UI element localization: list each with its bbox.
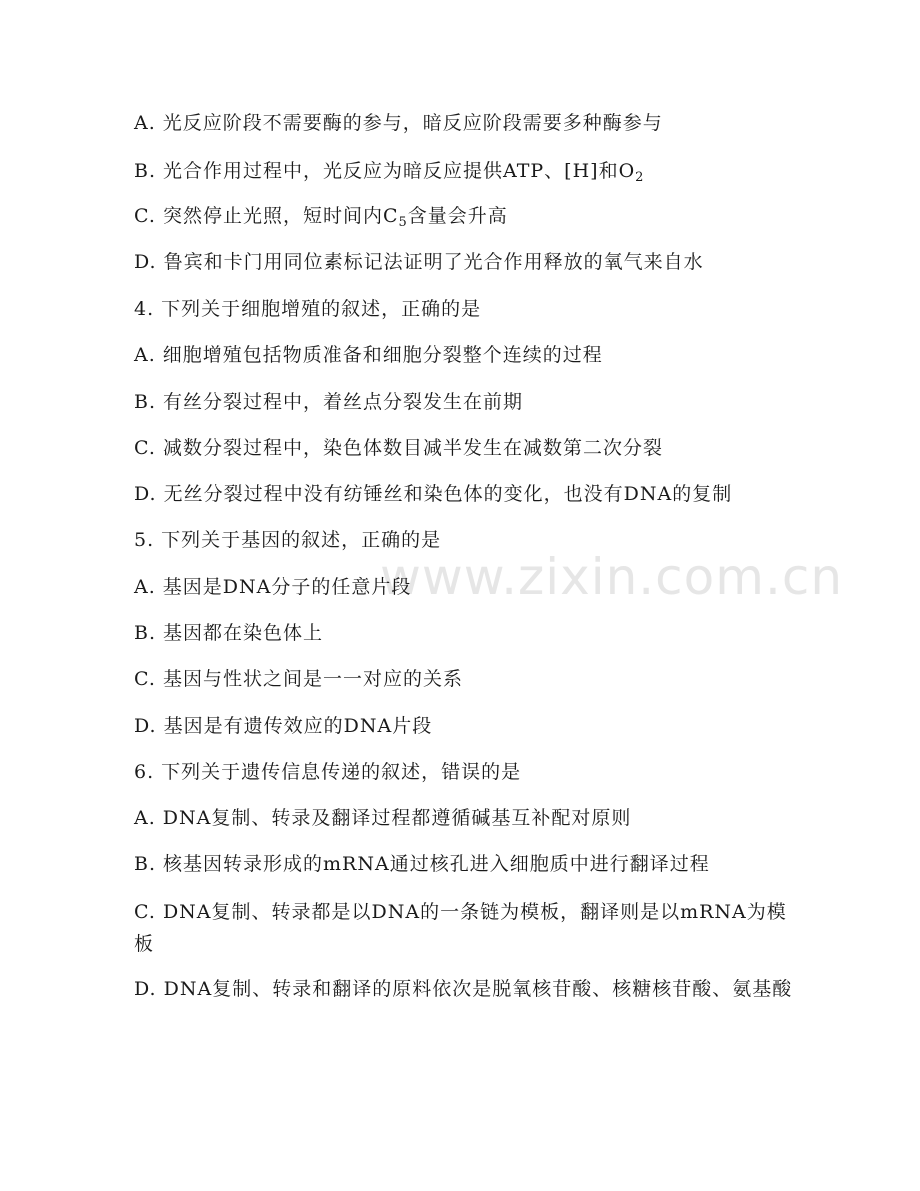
option-line [134, 247, 794, 277]
option-line [134, 572, 794, 602]
option-line [134, 479, 794, 509]
option-text-after: 含量会升高 [407, 205, 508, 227]
option-text: B. 核基因转录形成的mRNA通过核孔进入细胞质中进行翻译过程 [134, 853, 710, 875]
option-line [134, 340, 794, 370]
option-text: A. 光反应阶段不需要酶的参与，暗反应阶段需要多种酶参与 [134, 112, 663, 134]
option-text: B. 有丝分裂过程中，着丝点分裂发生在前期 [134, 391, 524, 413]
option-text: B. 基因都在染色体上 [134, 622, 324, 644]
subscript: 5 [398, 215, 408, 230]
option-line [134, 618, 794, 648]
option-text: D. 鲁宾和卡门用同位素标记法证明了光合作用释放的氧气来自水 [134, 251, 704, 273]
option-line [134, 433, 794, 463]
option-text: A. DNA复制、转录及翻译过程都遵循碱基互补配对原则 [134, 807, 632, 829]
option-line [134, 849, 794, 879]
option-line [134, 973, 794, 1005]
question-line [134, 757, 794, 787]
option-line [134, 201, 794, 231]
option-line [134, 803, 794, 833]
question-text: 6. 下列关于遗传信息传递的叙述，错误的是 [134, 761, 522, 783]
option-text: A. 基因是DNA分子的任意片段 [134, 576, 412, 598]
watermark-text: www.zixin.com.cn [380, 548, 844, 606]
question-line [134, 525, 794, 555]
option-text: C. DNA复制、转录都是以DNA的一条链为模板，翻译则是以mRNA为模板 [134, 901, 787, 955]
question-text: 4. 下列关于细胞增殖的叙述，正确的是 [134, 298, 482, 320]
option-text: C. 基因与性状之间是一一对应的关系 [134, 668, 463, 690]
option-line [134, 711, 794, 741]
option-text: A. 细胞增殖包括物质准备和细胞分裂整个连续的过程 [134, 344, 603, 366]
option-text: C. 突然停止光照，短时间内C [134, 205, 399, 227]
option-line [134, 156, 794, 186]
subscript: 2 [635, 170, 645, 185]
option-line [134, 387, 794, 417]
option-line [134, 896, 794, 960]
option-text: D. 基因是有遗传效应的DNA片段 [134, 715, 433, 737]
option-line [134, 108, 794, 138]
option-text: D. 无丝分裂过程中没有纺锤丝和染色体的变化，也没有DNA的复制 [134, 483, 733, 505]
option-text: C. 减数分裂过程中，染色体数目减半发生在减数第二次分裂 [134, 437, 663, 459]
option-text: D. DNA复制、转录和翻译的原料依次是脱氧核苷酸、核糖核苷酸、氨基酸 [134, 978, 793, 1000]
question-text: 5. 下列关于基因的叙述，正确的是 [134, 529, 442, 551]
question-line [134, 294, 794, 324]
option-line [134, 664, 794, 694]
option-text: B. 光合作用过程中，光反应为暗反应提供ATP、[H]和O [134, 160, 636, 182]
